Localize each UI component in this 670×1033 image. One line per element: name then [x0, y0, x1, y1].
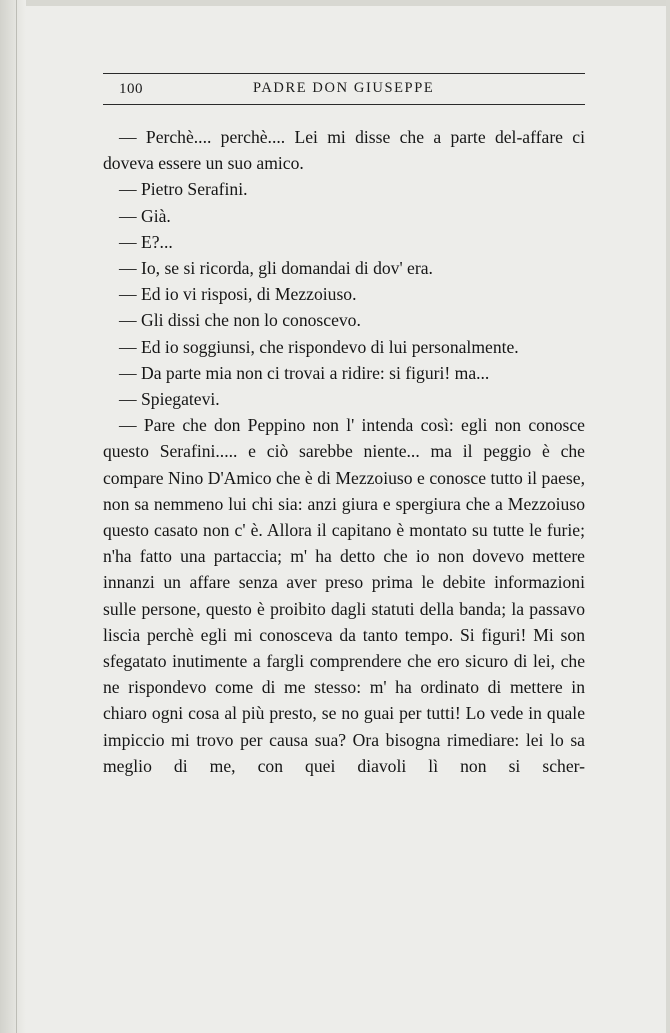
page-gutter-shadow	[0, 0, 26, 1033]
paragraph: — Pare che don Peppino non l' intenda così: egli non conosce questo Serafini..... e ciò sarebbe niente... ma il peggio è che compare Nino D'Amico che è di Mezzoiuso e conosce tutto il paese, non sa nemmeno lui chi sia: anzi giura e spergiura che a Mezzoiuso questo casato non c' è. Allora il capitano è montato su tutte le furie; n'ha fatto una partaccia; m' ha detto che io non dovevo mettere innanzi un affare senza aver preso prima le debite informazioni sulle persone, questo è proibito dagli statuti della banda; la passavo liscia perchè egli mi conosceva da tanto tempo. Si figuri! Mi son sfegatato inutimente a fargli comprendere che ero sicuro di lei, che ne rispondevo come di me stesso: m' ha ordinato di mettere in chiaro ogni cosa al più presto, se no guai per tutti! Lo vede in quale impiccio mi trovo per causa sua? Ora bisogna rimediare: lei lo sa meglio di me, con quei diavoli lì non si scher-	[103, 415, 585, 776]
body-text	[103, 124, 585, 779]
paragraph: — Pietro Serafini.	[119, 179, 248, 200]
header-rule-bottom	[103, 104, 585, 105]
page-number: 100	[119, 81, 143, 97]
page-right-edge	[666, 0, 670, 1033]
paragraph: — Da parte mia non ci trovai a ridire: si figuri! ma...	[119, 362, 490, 383]
paragraph: — Già.	[119, 205, 171, 226]
page-top-edge	[0, 0, 670, 6]
paragraph: — Spiegatevi.	[119, 389, 220, 410]
paragraph: — Gli dissi che non lo conoscevo.	[119, 310, 361, 331]
paragraph: — Io, se si ricorda, gli domandai di dov' era.	[119, 258, 433, 279]
paragraph: — E?...	[119, 231, 173, 252]
running-title: PADRE DON GIUSEPPE	[253, 80, 435, 96]
header-rule-top	[103, 73, 585, 74]
paragraph: — Perchè.... perchè.... Lei mi disse che a parte del-affare ci doveva essere un suo amico.	[103, 127, 585, 174]
paragraph: — Ed io soggiunsi, che rispondevo di lui personalmente.	[119, 336, 519, 357]
paragraph: — Ed io vi risposi, di Mezzoiuso.	[119, 284, 357, 305]
running-head	[103, 70, 585, 108]
